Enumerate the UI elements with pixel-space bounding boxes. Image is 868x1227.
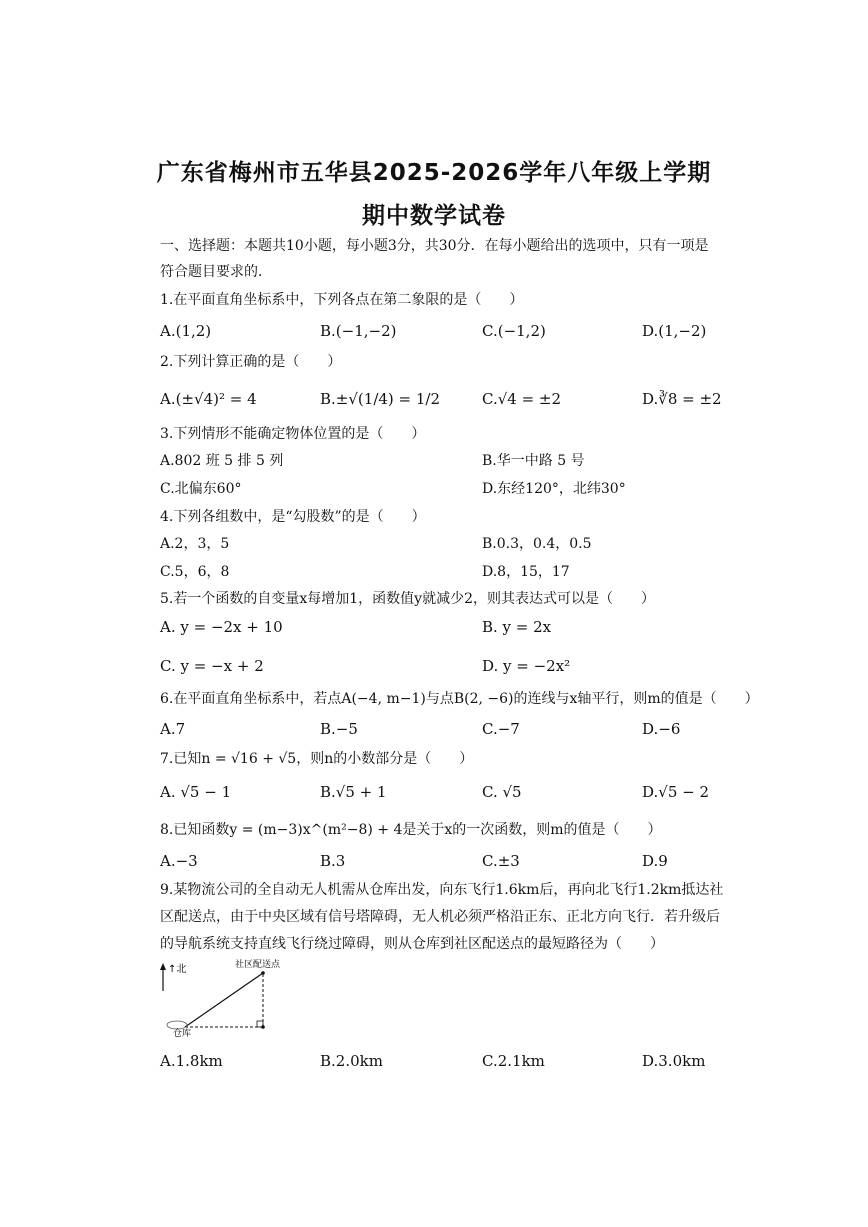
option-d: D.8，15，17 xyxy=(482,564,570,580)
option-d: D.−6 xyxy=(642,720,681,738)
question-stem-cont: 区配送点，由于中央区域有信号塔障碍，无人机必须严格沿正东、正北方向飞行．若升级后 xyxy=(160,909,720,925)
direct-path-line xyxy=(185,973,263,1027)
question-stem: 4.下列各组数中，是“勾股数”的是（ ） xyxy=(160,509,426,525)
option-d: D.(1,−2) xyxy=(642,322,707,340)
option-a: A.7 xyxy=(160,720,186,738)
option-b: B.3 xyxy=(320,852,346,870)
option-c: C.2.1km xyxy=(482,1052,545,1070)
option-b: B.−5 xyxy=(320,720,358,738)
exam-subtitle: 期中数学试卷 xyxy=(362,203,506,229)
option-c: C. y = −x + 2 xyxy=(160,657,264,675)
option-c: C.√4 = ±2 xyxy=(482,390,562,408)
option-a: A.2，3，5 xyxy=(160,536,230,552)
option-d: D.东经120°，北纬30° xyxy=(482,481,626,497)
question-stem: 3.下列情形不能确定物体位置的是（ ） xyxy=(160,426,426,442)
north-arrow-head xyxy=(160,963,166,970)
option-c: C.北偏东60° xyxy=(160,481,242,497)
question-stem: 8.已知函数y = (m−3)x^(m²−8) + 4是关于x的一次函数，则m的值是（ ） xyxy=(160,822,662,838)
exam-title: 广东省梅州市五华县2025-2026学年八年级上学期 xyxy=(156,160,712,186)
option-b: B.0.3，0.4，0.5 xyxy=(482,536,592,552)
option-d: D. y = −2x² xyxy=(482,657,571,675)
question-stem: 6.在平面直角坐标系中，若点A(−4, m−1)与点B(2, −6)的连线与x轴平行，则m的值是（ ） xyxy=(160,691,759,707)
option-a: A.1.8km xyxy=(160,1052,223,1070)
option-c: C. √5 xyxy=(482,783,522,801)
section-intro-cont: 符合题目要求的． xyxy=(160,264,272,280)
option-b: B.华一中路 5 号 xyxy=(482,453,585,469)
option-a: A.(±√4)² = 4 xyxy=(160,390,257,408)
option-b: B.√5 + 1 xyxy=(320,783,387,801)
section-intro: 一、选择题：本题共10小题，每小题3分，共30分．在每小题给出的选项中，只有一项是 xyxy=(160,238,709,254)
option-c: C.−7 xyxy=(482,720,520,738)
option-c: C.±3 xyxy=(482,852,520,870)
corner-point-dot xyxy=(261,1025,265,1029)
option-a: A.−3 xyxy=(160,852,198,870)
option-a: A.802 班 5 排 5 列 xyxy=(160,453,284,469)
question-stem: 7.已知n = √16 + √5，则n的小数部分是（ ） xyxy=(160,751,474,767)
question-stem: 1.在平面直角坐标系中，下列各点在第二象限的是（ ） xyxy=(160,292,524,308)
question-stem: 5.若一个函数的自变量x每增加1，函数值y就减少2，则其表达式可以是（ ） xyxy=(160,591,655,607)
option-b: B.2.0km xyxy=(320,1052,383,1070)
option-d: D.√5 − 2 xyxy=(642,783,710,801)
warehouse-icon xyxy=(167,1021,187,1029)
option-a: A.(1,2) xyxy=(160,322,212,340)
option-c: C.(−1,2) xyxy=(482,322,546,340)
question-stem: 2.下列计算正确的是（ ） xyxy=(160,354,342,370)
option-a: A. y = −2x + 10 xyxy=(160,618,283,636)
question-stem: 9.某物流公司的全自动无人机需从仓库出发，向东飞行1.6km后，再向北飞行1.2km抵达社 xyxy=(160,882,724,898)
option-d: D.3.0km xyxy=(642,1052,706,1070)
drone-path-figure xyxy=(155,955,315,1037)
option-b: B.±√(1/4) = 1/2 xyxy=(320,390,441,408)
delivery-point-dot xyxy=(261,971,265,975)
option-b: B.(−1,−2) xyxy=(320,322,397,340)
option-c: C.5，6，8 xyxy=(160,564,230,580)
delivery-point-label: 社区配送点 xyxy=(235,960,281,970)
warehouse-label: 仓库 xyxy=(173,1029,192,1037)
option-a: A. √5 − 1 xyxy=(160,783,232,801)
option-d: D.∛8 = ±2 xyxy=(642,390,722,408)
north-label: ↑北 xyxy=(168,964,187,975)
option-d: D.9 xyxy=(642,852,668,870)
option-b: B. y = 2x xyxy=(482,618,552,636)
question-stem-cont: 的导航系统支持直线飞行绕过障碍，则从仓库到社区配送点的最短路径为（ ） xyxy=(160,936,664,952)
